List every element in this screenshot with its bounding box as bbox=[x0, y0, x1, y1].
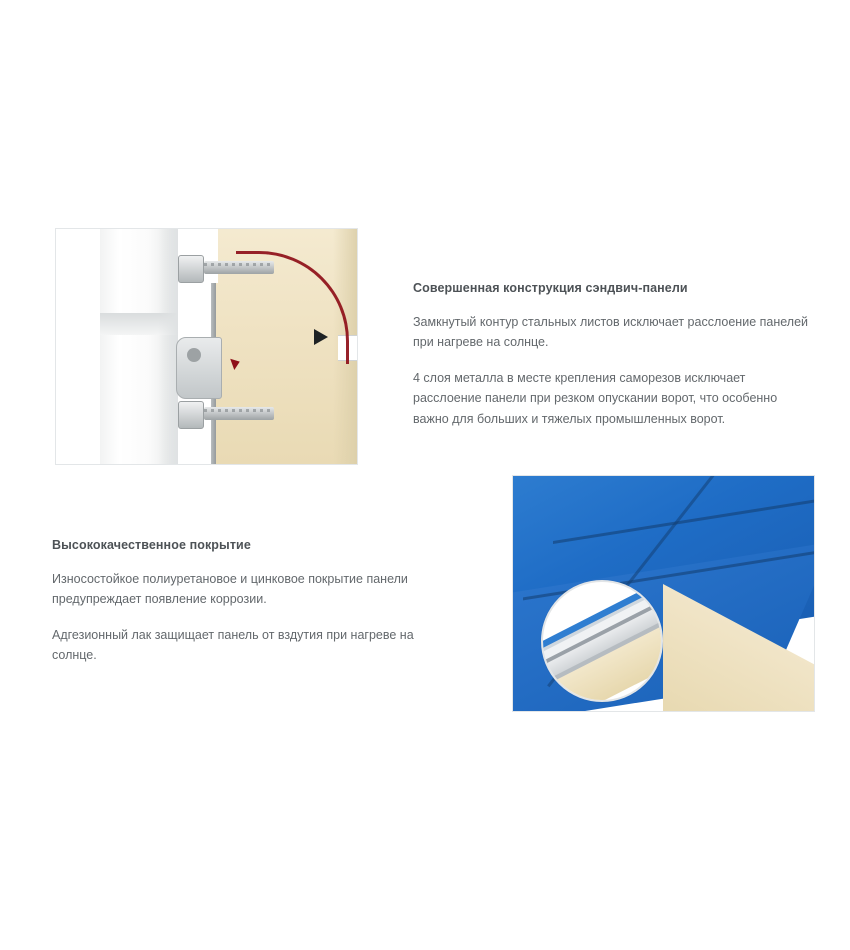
section-high-quality-coating bbox=[0, 475, 850, 715]
panel-notch-top bbox=[204, 229, 218, 283]
sandwich-panel-heading: Совершенная конструкция сэндвич-панели bbox=[413, 281, 688, 295]
bolt-head-bottom bbox=[178, 401, 204, 429]
section-sandwich-panel-construction bbox=[0, 228, 850, 468]
panel-coating-figure bbox=[512, 475, 815, 712]
coating-paragraph-2: Адгезионный лак защищает панель от вздутия при нагреве на солнце. bbox=[52, 628, 414, 663]
sandwich-panel-text-column bbox=[413, 280, 813, 429]
sandwich-panel-paragraph-1: Замкнутый контур стальных листов исключает расслоение панелей при нагреве на солнце. bbox=[413, 314, 809, 349]
panel-coating-illustration bbox=[513, 476, 814, 711]
coating-heading: Высококачественное покрытие bbox=[52, 538, 251, 552]
coating-text-column bbox=[52, 537, 452, 666]
screw-bottom bbox=[204, 407, 274, 420]
white-profile-column bbox=[100, 229, 178, 465]
coating-paragraph-1: Износостойкое полиуретановое и цинковое покрытие панели предупреждает появление коррозии. bbox=[52, 571, 408, 606]
hinge-bracket bbox=[176, 337, 222, 399]
sandwich-panel-paragraph-2: 4 слоя металла в месте крепления саморезов исключает расслоение панели при резком опускании ворот, что особенно важно для больших и тяжелых промышленных ворот. bbox=[413, 371, 778, 426]
coating-layers-magnifier bbox=[541, 580, 663, 702]
panel-cross-section-illustration bbox=[56, 229, 357, 464]
bolt-head-top bbox=[178, 255, 204, 283]
panel-cross-section-figure bbox=[55, 228, 358, 465]
